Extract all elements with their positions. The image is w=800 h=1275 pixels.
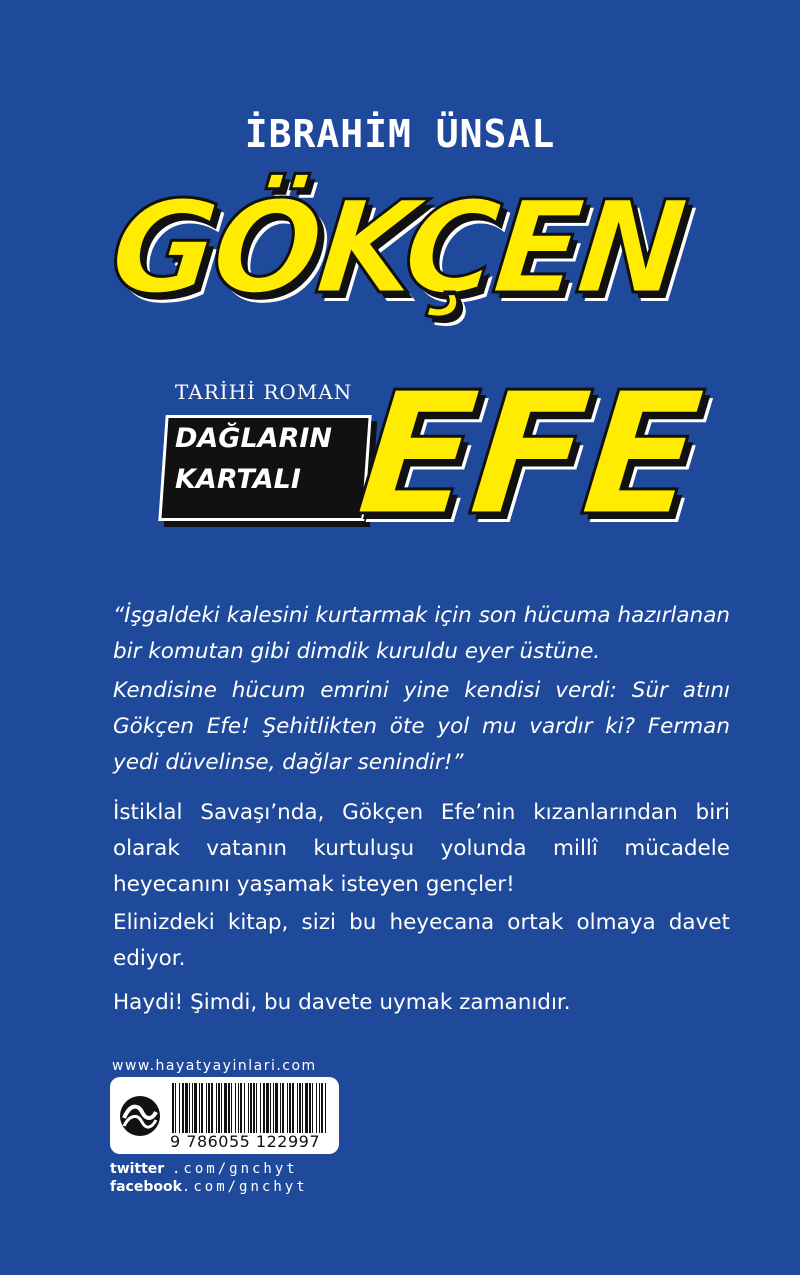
publisher-website: www.hayatyayinlari.com xyxy=(112,1058,317,1074)
barcode-bar xyxy=(192,1083,193,1133)
barcode-bar xyxy=(248,1083,249,1133)
barcode-bar xyxy=(319,1083,320,1133)
barcode-bar xyxy=(321,1083,323,1133)
barcode-bar xyxy=(297,1083,298,1133)
barcode-bar xyxy=(182,1083,184,1133)
barcode-bar xyxy=(201,1083,203,1133)
wave-logo-icon xyxy=(118,1094,162,1138)
barcode-bar xyxy=(199,1083,200,1133)
barcode-bar xyxy=(250,1083,252,1133)
barcode-bar xyxy=(221,1083,222,1133)
subtitle-line-2: KARTALI xyxy=(175,464,301,495)
subtitle-line-1: DAĞLARIN xyxy=(175,423,333,454)
barcode-bar xyxy=(289,1083,291,1133)
barcode-bar xyxy=(282,1083,284,1133)
barcode-bar xyxy=(235,1083,236,1133)
twitter-path: .com/gnchyt xyxy=(172,1161,298,1177)
title-line-2: EFE xyxy=(349,356,707,554)
blurb-paragraph-4: Elinizdeki kitap, sizi bu heyecana ortak olmaya davet ediyor. xyxy=(113,910,730,971)
barcode-bar xyxy=(302,1083,303,1133)
barcode-bar xyxy=(316,1083,317,1133)
barcode-bar xyxy=(189,1083,190,1133)
barcode-bar xyxy=(266,1083,269,1133)
barcode-bar xyxy=(292,1083,294,1133)
barcode-bar xyxy=(275,1083,278,1133)
twitter-line xyxy=(110,1161,298,1177)
facebook-label: facebook xyxy=(110,1179,182,1195)
barcode-bar xyxy=(312,1083,313,1133)
barcode-bar xyxy=(260,1083,261,1133)
barcode-bar xyxy=(211,1083,213,1133)
author-name: İBRAHİM ÜNSAL xyxy=(244,112,556,156)
barcode-bar xyxy=(238,1083,239,1133)
isbn-number: 9 786055 122997 xyxy=(170,1132,321,1151)
barcode-bar xyxy=(179,1083,180,1133)
barcode-bar xyxy=(273,1083,274,1133)
barcode-bar xyxy=(208,1083,210,1133)
facebook-path: .com/gnchyt xyxy=(181,1179,308,1195)
blurb-paragraph-3: İstiklal Savaşı’nda, Gökçen Efe’nin kızanlarından biri olarak vatanın kurtuluşu yolunda millî mücadele heyecanını yaşamak isteyen gençler! xyxy=(113,800,730,897)
barcode-bar xyxy=(175,1083,176,1133)
barcode-bar xyxy=(309,1083,311,1133)
barcode-bar xyxy=(299,1083,301,1133)
barcode-bar xyxy=(228,1083,230,1133)
barcode-bar xyxy=(263,1083,265,1133)
barcode-bar xyxy=(240,1083,242,1133)
title-line-1: GÖKÇEN xyxy=(104,174,690,323)
barcode-bar xyxy=(287,1083,288,1133)
barcode-bar xyxy=(216,1083,217,1133)
barcode-bar xyxy=(218,1083,220,1133)
barcode-bar xyxy=(325,1083,326,1133)
barcode-bar xyxy=(206,1083,207,1133)
facebook-line xyxy=(110,1179,308,1195)
barcode-bar xyxy=(172,1083,174,1133)
blurb-quote-paragraph-1: “İşgaldeki kalesini kurtarmak için son hücuma hazırlanan bir komutan gibi dimdik kuruldu eyer üstüne. xyxy=(113,603,730,664)
barcode-bar xyxy=(270,1083,271,1133)
barcode-bar xyxy=(185,1083,188,1133)
barcode-bar xyxy=(231,1083,232,1133)
barcode xyxy=(170,1083,330,1133)
barcode-bar xyxy=(244,1083,245,1133)
barcode-bar xyxy=(224,1083,227,1133)
twitter-label: twitter xyxy=(110,1161,165,1177)
barcode-bar xyxy=(256,1083,257,1133)
blurb-quote-paragraph-2: Kendisine hücum emrini yine kendisi verdi: Sür atını Gökçen Efe! Şehitlikten öte yol mu vardır ki? Ferman yedi düvelinse, dağlar senindir!” xyxy=(113,678,730,775)
barcode-bar xyxy=(194,1083,197,1133)
genre-label: TARİHİ ROMAN xyxy=(175,380,353,404)
blurb-paragraph-5: Haydi! Şimdi, bu davete uymak zamanıdır. xyxy=(113,990,571,1015)
barcode-bar xyxy=(253,1083,255,1133)
barcode-bar xyxy=(305,1083,308,1133)
barcode-bar xyxy=(280,1083,281,1133)
